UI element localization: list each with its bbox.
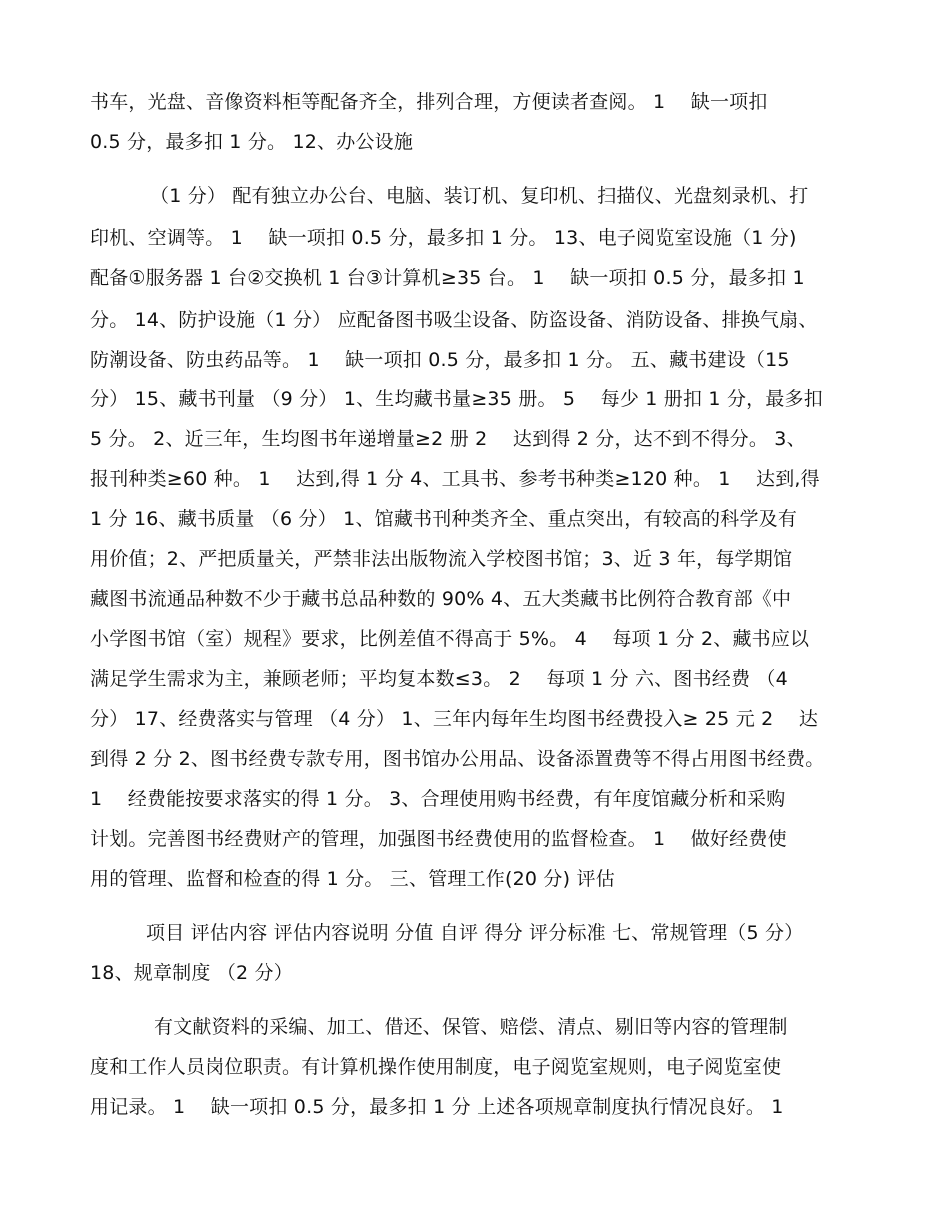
text-line: 分） 15、藏书刊量 （9 分） 1、生均藏书量≥35 册。 5 每少 1 册扣 1 分，最多扣 [90, 388, 823, 410]
text-line: 到得 2 分 2、图书经费专款专用，图书馆办公用品、设备添置费等不得占用图书经费。 [90, 748, 825, 770]
text-line: 防潮设备、防虫药品等。 1 缺一项扣 0.5 分，最多扣 1 分。 五、藏书建设（15 [90, 349, 790, 371]
text-line: 分） 17、经费落实与管理 （4 分） 1、三年内每年生均图书经费投入≥ 25 元 2 达 [90, 708, 819, 730]
text-line: 小学图书馆（室）规程》要求，比例差值不得高于 5%。 4 每项 1 分 2、藏书应以 [90, 628, 810, 650]
text-line: 配备①服务器 1 台②交换机 1 台③计算机≥35 台。 1 缺一项扣 0.5 分，最多扣 1 [90, 267, 805, 289]
text-line: 满足学生需求为主，兼顾老师；平均复本数≤3。 2 每项 1 分 六、图书经费 （4 [90, 668, 788, 690]
text-line: 0.5 分，最多扣 1 分。 12、办公设施 [90, 131, 414, 153]
text-line: 藏图书流通品种数不少于藏书总品种数的 90% 4、五大类藏书比例符合教育部《中 [90, 588, 792, 610]
text-line: 1 经费能按要求落实的得 1 分。 3、合理使用购书经费，有年度馆藏分析和采购 [90, 788, 786, 810]
text-line: 18、规章制度 （2 分） [90, 962, 293, 984]
text-line: 用记录。 1 缺一项扣 0.5 分，最多扣 1 分 上述各项规章制度执行情况良好。 1 [90, 1096, 784, 1118]
text-line: 印机、空调等。 1 缺一项扣 0.5 分，最多扣 1 分。 13、电子阅览室设施（1 分) [90, 227, 797, 249]
text-line: 用价值；2、严把质量关，严禁非法出版物流入学校图书馆；3、近 3 年，每学期馆 [90, 548, 793, 570]
text-line: 用的管理、监督和检查的得 1 分。 三、管理工作(20 分) 评估 [90, 868, 615, 890]
text-line: 5 分。 2、近三年，生均图书年递增量≥2 册 2 达到得 2 分，达不到不得分。 3、 [90, 428, 806, 450]
text-line: （1 分） 配有独立办公台、电脑、装订机、复印机、扫描仪、光盘刻录机、打 [150, 185, 809, 207]
text-line: 项目 评估内容 评估内容说明 分值 自评 得分 评分标准 七、常规管理（5 分） [146, 922, 804, 944]
text-line: 度和工作人员岗位职责。有计算机操作使用制度，电子阅览室规则，电子阅览室使 [90, 1056, 782, 1078]
text-line: 报刊种类≥60 种。 1 达到,得 1 分 4、工具书、参考书种类≥120 种。 1 达到,得 [90, 468, 820, 490]
text-line: 书车，光盘、音像资料柜等配备齐全，排列合理，方便读者查阅。 1 缺一项扣 [90, 91, 768, 113]
text-line: 分。 14、防护设施（1 分） 应配备图书吸尘设备、防盗设备、消防设备、排换气扇、 [90, 309, 818, 331]
text-line: 计划。完善图书经费财产的管理，加强图书经费使用的监督检查。 1 做好经费使 [90, 828, 787, 850]
text-line: 1 分 16、藏书质量 （6 分） 1、馆藏书刊种类齐全、重点突出，有较高的科学及有 [90, 508, 798, 530]
text-line: 有文献资料的采编、加工、借还、保管、赔偿、清点、剔旧等内容的管理制 [154, 1016, 788, 1038]
